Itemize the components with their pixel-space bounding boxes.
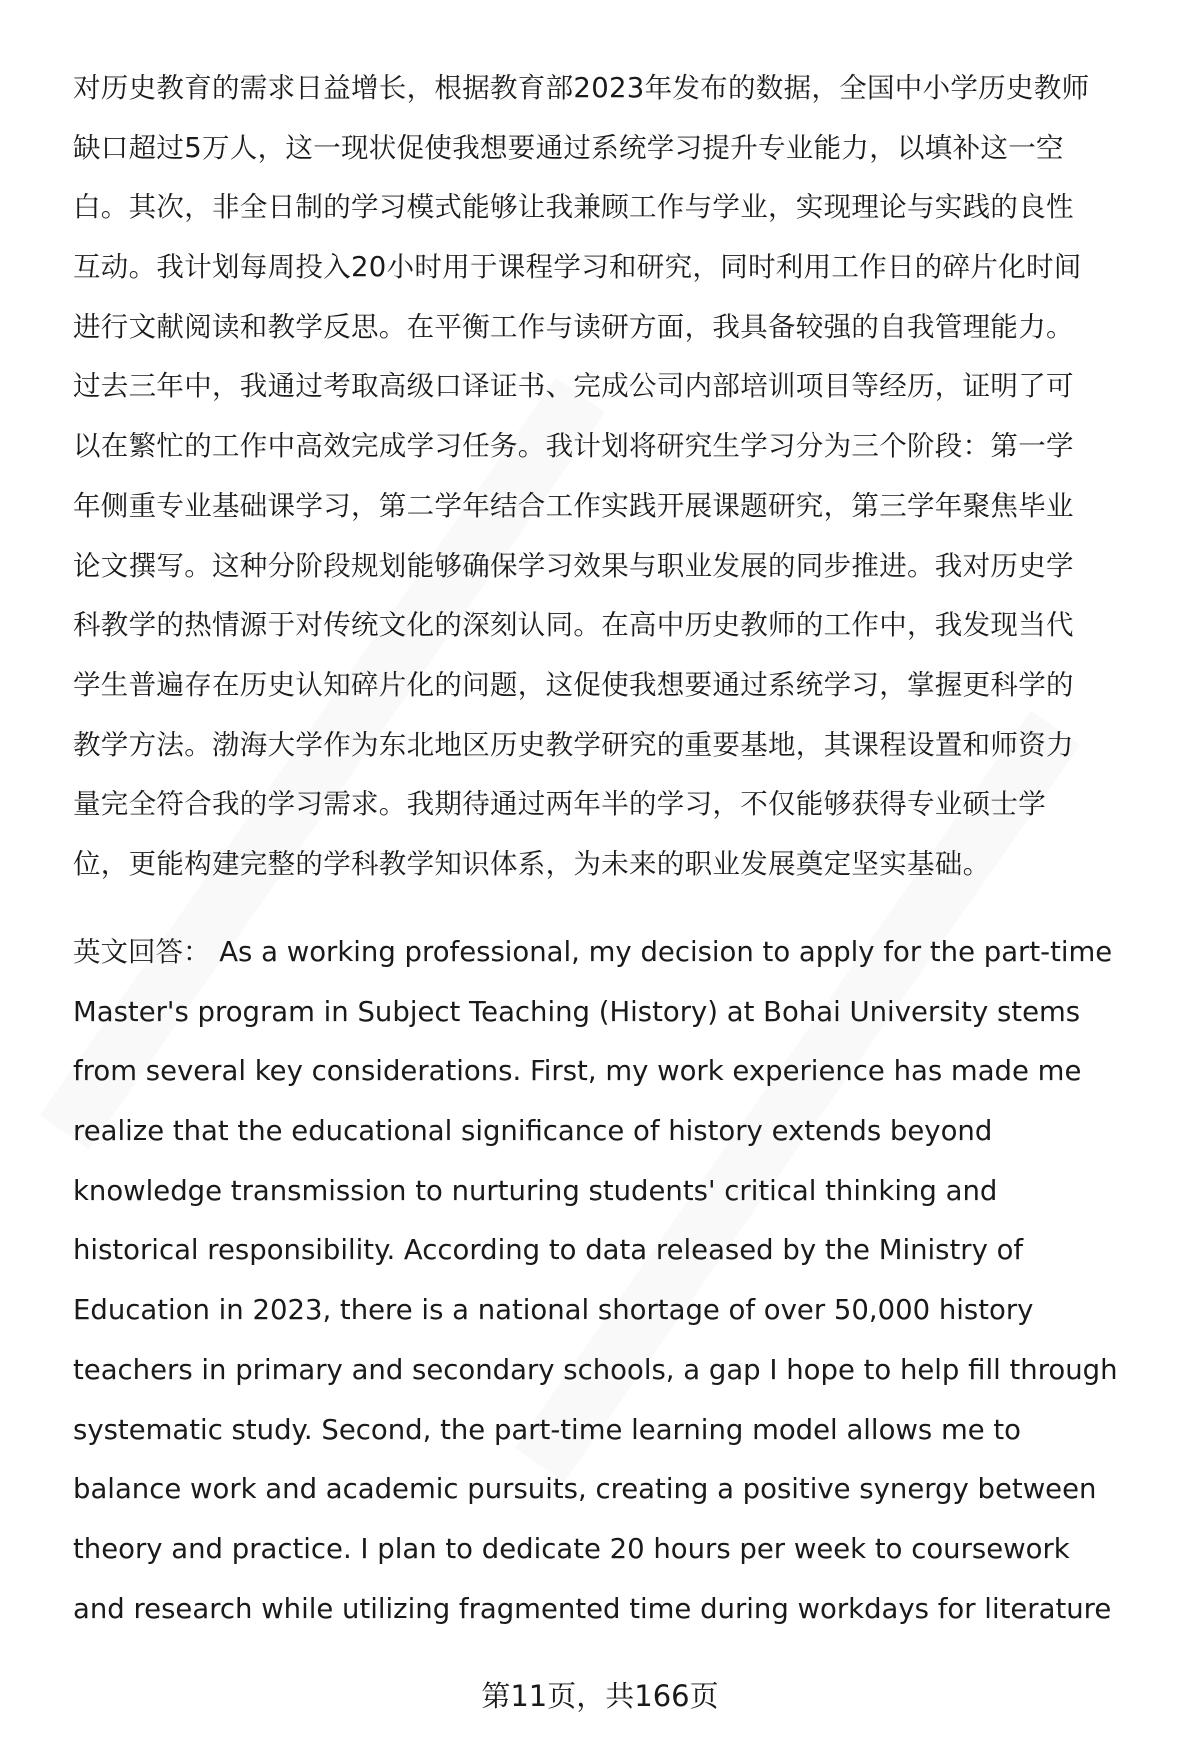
text-line: historical responsibility. According to data released by the Ministry of [73,1234,1024,1267]
text-line: 白。其次，非全日制的学习模式能够让我兼顾工作与学业，实现理论与实践的良性 [73,191,1074,224]
text-line: and research while utilizing fragmented time during workdays for literature [73,1592,1112,1625]
text-line: knowledge transmission to nurturing students' critical thinking and [73,1174,998,1207]
text-line: 学生普遍存在历史认知碎片化的问题，这促使我想要通过系统学习，掌握更科学的 [73,668,1074,701]
text-line: 缺口超过5万人，这一现状促使我想要通过系统学习提升专业能力，以填补这一空 [73,131,1064,164]
page-number: 第11页，共166页 [481,1679,719,1713]
text-line: 过去三年中，我通过考取高级口译证书、完成公司内部培训项目等经历，证明了可 [73,370,1074,403]
text-line: 位，更能构建完整的学科教学知识体系，为未来的职业发展奠定坚实基础。 [73,847,991,880]
english-paragraph [73,923,1163,1639]
english-answer-label: 英文回答： [73,936,211,968]
english-first-line: As a working professional, my decision to apply for the part-time [219,936,1113,968]
text-line: 以在繁忙的工作中高效完成学习任务。我计划将研究生学习分为三个阶段：第一学 [73,430,1074,463]
text-line: 进行文献阅读和教学反思。在平衡工作与读研方面，我具备较强的自我管理能力。 [73,310,1074,343]
text-line: theory and practice. I plan to dedicate 20 hours per week to coursework [73,1532,1070,1565]
text-line: 对历史教育的需求日益增长，根据教育部2023年发布的数据，全国中小学历史教师 [73,72,1090,104]
text-line: 教学方法。渤海大学作为东北地区历史教学研究的重要基地，其课程设置和师资力 [73,728,1074,761]
text-line: Master's program in Subject Teaching (History) at Bohai University stems [73,995,1081,1028]
text-line: 论文撰写。这种分阶段规划能够确保学习效果与职业发展的同步推进。我对历史学 [73,549,1074,582]
text-line: 科教学的热情源于对传统文化的深刻认同。在高中历史教师的工作中，我发现当代 [73,609,1074,642]
text-line: 量完全符合我的学习需求。我期待通过两年半的学习，不仅能够获得专业硕士学 [73,788,1046,821]
text-line: 互动。我计划每周投入20小时用于课程学习和研究，同时利用工作日的碎片化时间 [73,251,1082,284]
text-line: teachers in primary and secondary schools, a gap I hope to help fill through [73,1353,1118,1386]
text-line: Education in 2023, there is a national shortage of over 50,000 history [73,1294,1034,1327]
text-line: realize that the educational significance of history extends beyond [73,1115,993,1148]
chinese-paragraph [73,59,1163,895]
text-line: from several key considerations. First, my work experience has made me [73,1055,1082,1088]
text-line: systematic study. Second, the part-time learning model allows me to [73,1413,1022,1446]
text-line: balance work and academic pursuits, creating a positive synergy between [73,1473,1097,1506]
text-line [73,923,1163,983]
text-line: 年侧重专业基础课学习，第二学年结合工作实践开展课题研究，第三学年聚焦毕业 [73,489,1074,522]
